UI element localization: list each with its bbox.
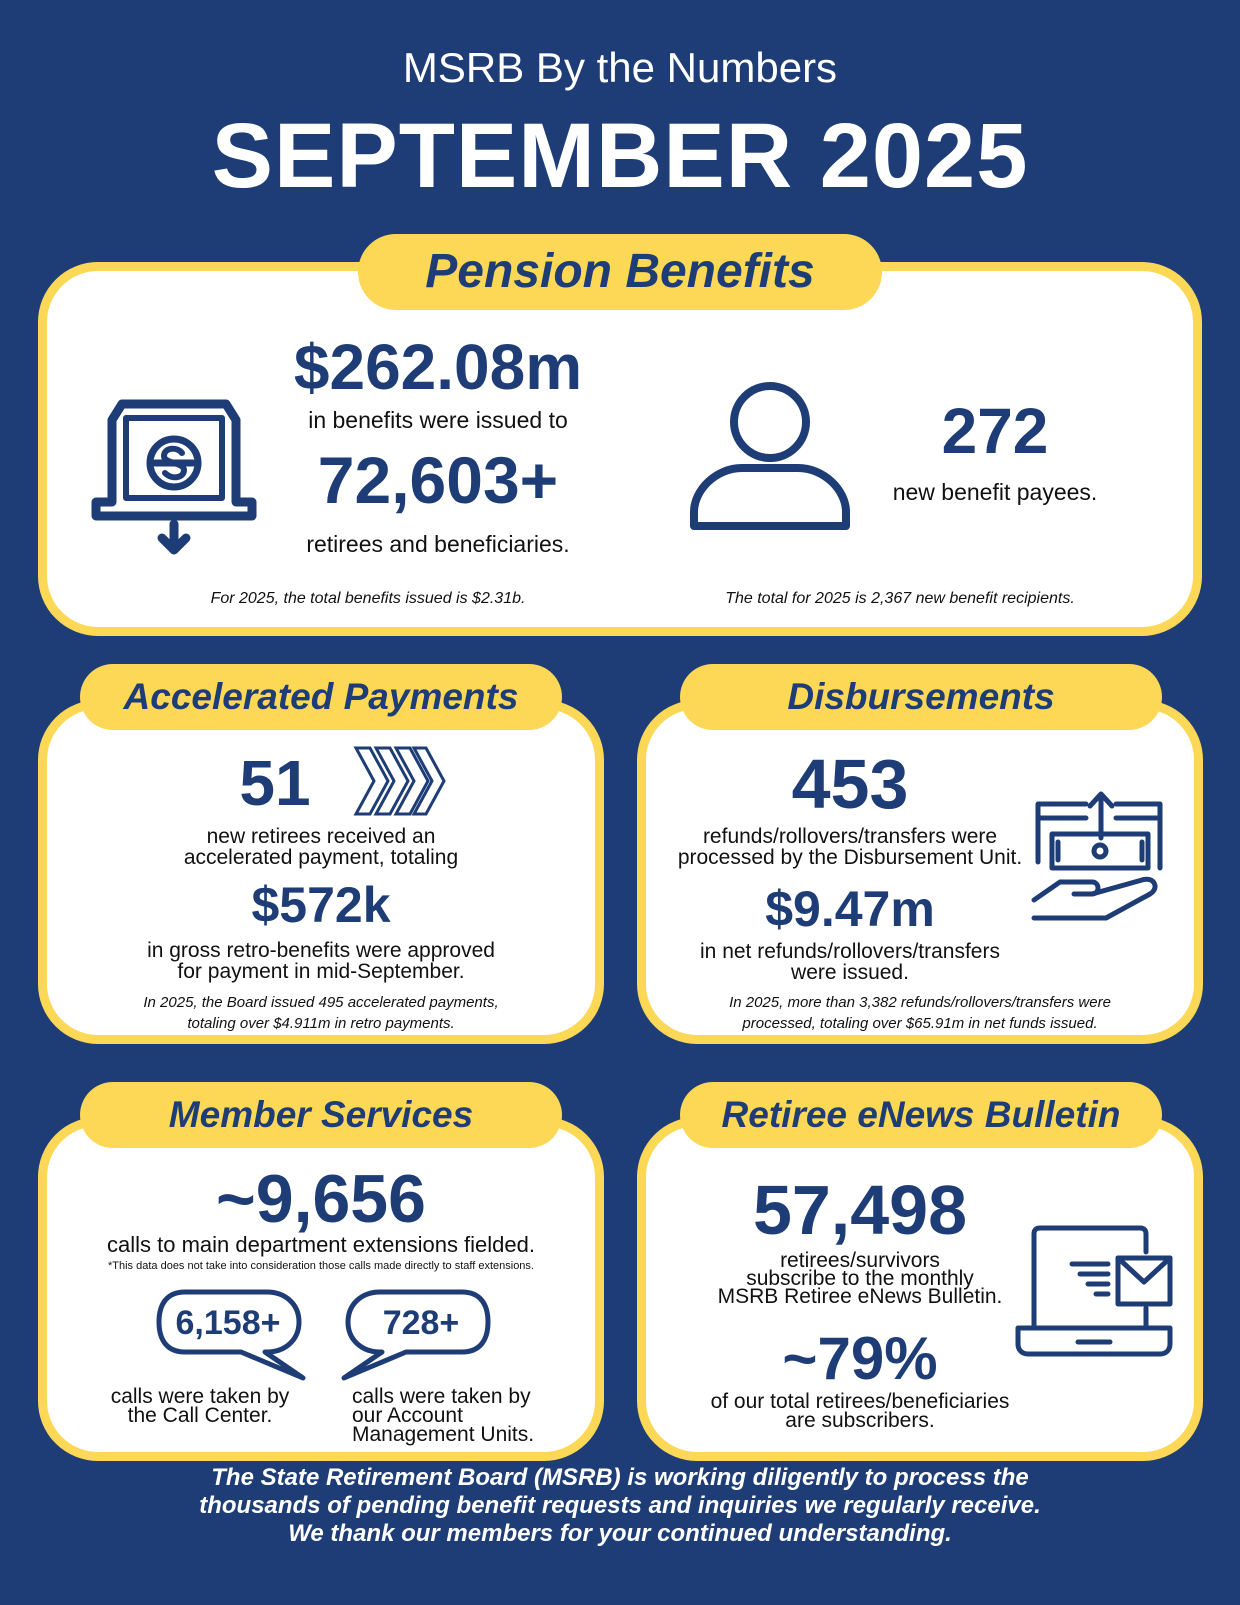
member-services-calls-caption: calls to main department extensions fielded. <box>106 1232 535 1257</box>
accelerated-amount: $572k <box>251 877 391 933</box>
member-services-account-units: 728+ <box>382 1304 460 1342</box>
footer-line-3: We thank our members for your continued understanding. <box>288 1520 952 1547</box>
accelerated-note-1: In 2025, the Board issued 495 accelerated payments, <box>143 994 499 1011</box>
disbursements-note-2: processed, totaling over $65.91m in net funds issued. <box>742 1015 1098 1032</box>
disbursements-amount-caption-1: in net refunds/rollovers/transfers <box>700 940 1000 963</box>
enews-subscribers-caption-2: subscribe to the monthly <box>746 1267 974 1290</box>
call-center-caption-1: calls were taken by <box>110 1385 290 1408</box>
enews-heading: Retiree eNews Bulletin <box>680 1082 1162 1148</box>
account-units-caption-3: Management Units. <box>352 1423 535 1446</box>
enews-percent-caption-2: are subscribers. <box>785 1409 935 1432</box>
enews-percent-caption-1: of our total retirees/beneficiaries <box>710 1390 1010 1413</box>
pension-retirees: 72,603+ <box>317 443 559 517</box>
disbursements-amount: $9.47m <box>765 881 935 937</box>
pension-benefits-heading: Pension Benefits <box>358 234 882 310</box>
footer-line-1: The State Retirement Board (MSRB) is working diligently to process the <box>211 1464 1029 1491</box>
pension-note-right: The total for 2025 is 2,367 new benefit recipients. <box>725 590 1075 607</box>
enews-subscribers-caption-3: MSRB Retiree eNews Bulletin. <box>717 1285 1003 1308</box>
account-units-caption-1: calls were taken by <box>352 1385 531 1408</box>
pension-payees-caption: new benefit payees. <box>892 479 1098 505</box>
person-icon <box>690 380 850 530</box>
page-subtitle: MSRB By the Numbers <box>402 44 838 91</box>
accelerated-count: 51 <box>239 747 311 819</box>
enews-subscribers-caption-1: retirees/survivors <box>780 1249 940 1272</box>
hand-money-transfer-icon <box>1030 790 1174 928</box>
accelerated-amount-caption-2: for payment in mid-September. <box>177 960 465 983</box>
accelerated-count-caption-1: new retirees received an <box>206 825 436 848</box>
chevrons-right-icon <box>354 744 446 818</box>
accelerated-amount-caption-1: in gross retro-benefits were approved <box>147 939 495 962</box>
account-units-caption-2: our Account <box>352 1404 463 1427</box>
pension-amount-caption: in benefits were issued to <box>308 407 568 433</box>
footer-message <box>0 1464 1240 1548</box>
pension-retirees-caption: retirees and beneficiaries. <box>306 531 570 557</box>
enews-percent: ~79% <box>782 1325 938 1392</box>
pension-payees: 272 <box>941 395 1049 467</box>
laptop-email-icon <box>1014 1224 1174 1360</box>
disbursements-heading: Disbursements <box>680 664 1162 730</box>
call-center-caption-2: the Call Center. <box>127 1404 273 1427</box>
member-services-call-center: 6,158+ <box>175 1304 281 1342</box>
member-services-disclaimer: *This data does not take into consideration those calls made directly to staff extensions. <box>108 1260 534 1272</box>
accelerated-count-caption-2: accelerated payment, totaling <box>183 846 459 869</box>
member-services-heading: Member Services <box>80 1082 562 1148</box>
disbursements-count-caption-1: refunds/rollovers/transfers were <box>702 825 998 848</box>
pension-note-left: For 2025, the total benefits issued is $2.31b. <box>210 590 526 607</box>
disbursements-note-1: In 2025, more than 3,382 refunds/rollovers/transfers were <box>729 994 1111 1011</box>
enews-subscribers: 57,498 <box>752 1171 968 1249</box>
disbursements-count-caption-2: processed by the Disbursement Unit. <box>677 846 1023 869</box>
member-services-calls: ~9,656 <box>216 1161 426 1237</box>
pension-amount: $262.08m <box>293 331 583 403</box>
footer-line-2: thousands of pending benefit requests and inquiries we regularly receive. <box>199 1492 1041 1519</box>
accelerated-payments-heading: Accelerated Payments <box>80 664 562 730</box>
accelerated-note-2: totaling over $4.911m in retro payments. <box>187 1015 455 1032</box>
disbursements-count: 453 <box>791 745 909 823</box>
disbursements-amount-caption-2: were issued. <box>791 961 909 984</box>
page-title: SEPTEMBER 2025 <box>211 105 1029 207</box>
